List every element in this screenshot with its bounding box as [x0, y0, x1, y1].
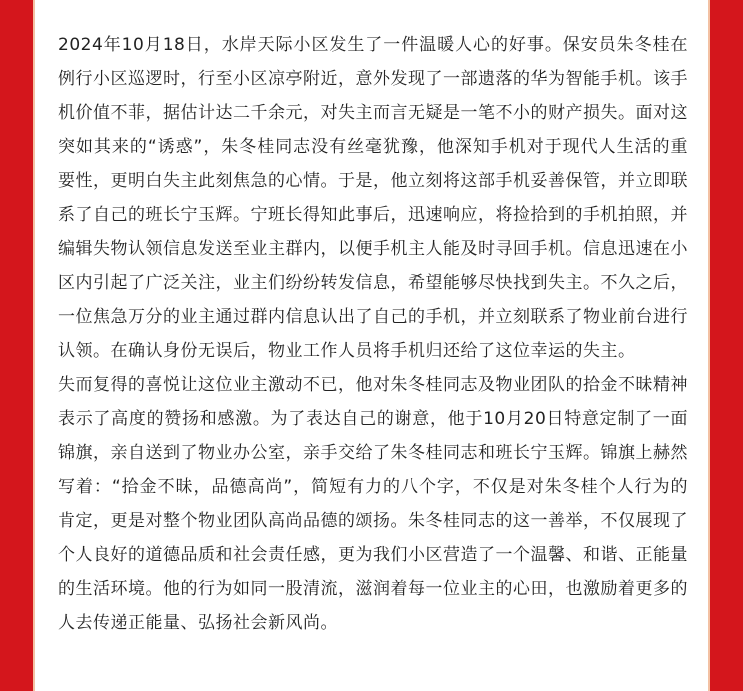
article-paragraph-1: 2024年10月18日，水岸天际小区发生了一件温暖人心的好事。保安员朱冬桂在例行小区巡逻时，行至小区凉亭附近，意外发现了一部遗落的华为智能手机。该手机价值不菲，据估计达二千余元，对失主而言无疑是一笔不小的财产损失。面对这突如其来的“诱惑”，朱冬桂同志没有丝毫犹豫，他深知手机对于现代人生活的重要性，更明白失主此刻焦急的心情。于是，他立刻将这部手机妥善保管，并立即联系了自己的班长宁玉辉。宁班长得知此事后，迅速响应，将捡拾到的手机拍照，并编辑失物认领信息发送至业主群内，以便手机主人能及时寻回手机。信息迅速在小区内引起了广泛关注，业主们纷纷转发信息，希望能够尽快找到失主。不久之后，一位焦急万分的业主通过群内信息认出了自己的手机，并立刻联系了物业前台进行认领。在确认身份无误后，物业工作人员将手机归还给了这位幸运的失主。 [58, 35, 688, 361]
article-paragraph-2: 失而复得的喜悦让这位业主激动不已，他对朱冬桂同志及物业团队的拾金不昧精神表示了高度的赞扬和感激。为了表达自己的谢意，他于10月20日特意定制了一面锦旗，亲自送到了物业办公室，亲手交给了朱冬桂同志和班长宁玉辉。锦旗上赫然写着：“拾金不昧，品德高尚”，简短有力的八个字，不仅是对朱冬桂个人行为的肯定，更是对整个物业团队高尚品德的颂扬。朱冬桂同志的这一善举，不仅展现了个人良好的道德品质和社会责任感，更为我们小区营造了一个温馨、和谐、正能量的生活环境。他的行为如同一股清流，滋润着每一位业主的心田，也激励着更多的人去传递正能量、弘扬社会新风尚。 [58, 375, 688, 633]
left-decorative-border [0, 0, 35, 691]
article-body [58, 28, 688, 640]
right-decorative-border [708, 0, 743, 691]
